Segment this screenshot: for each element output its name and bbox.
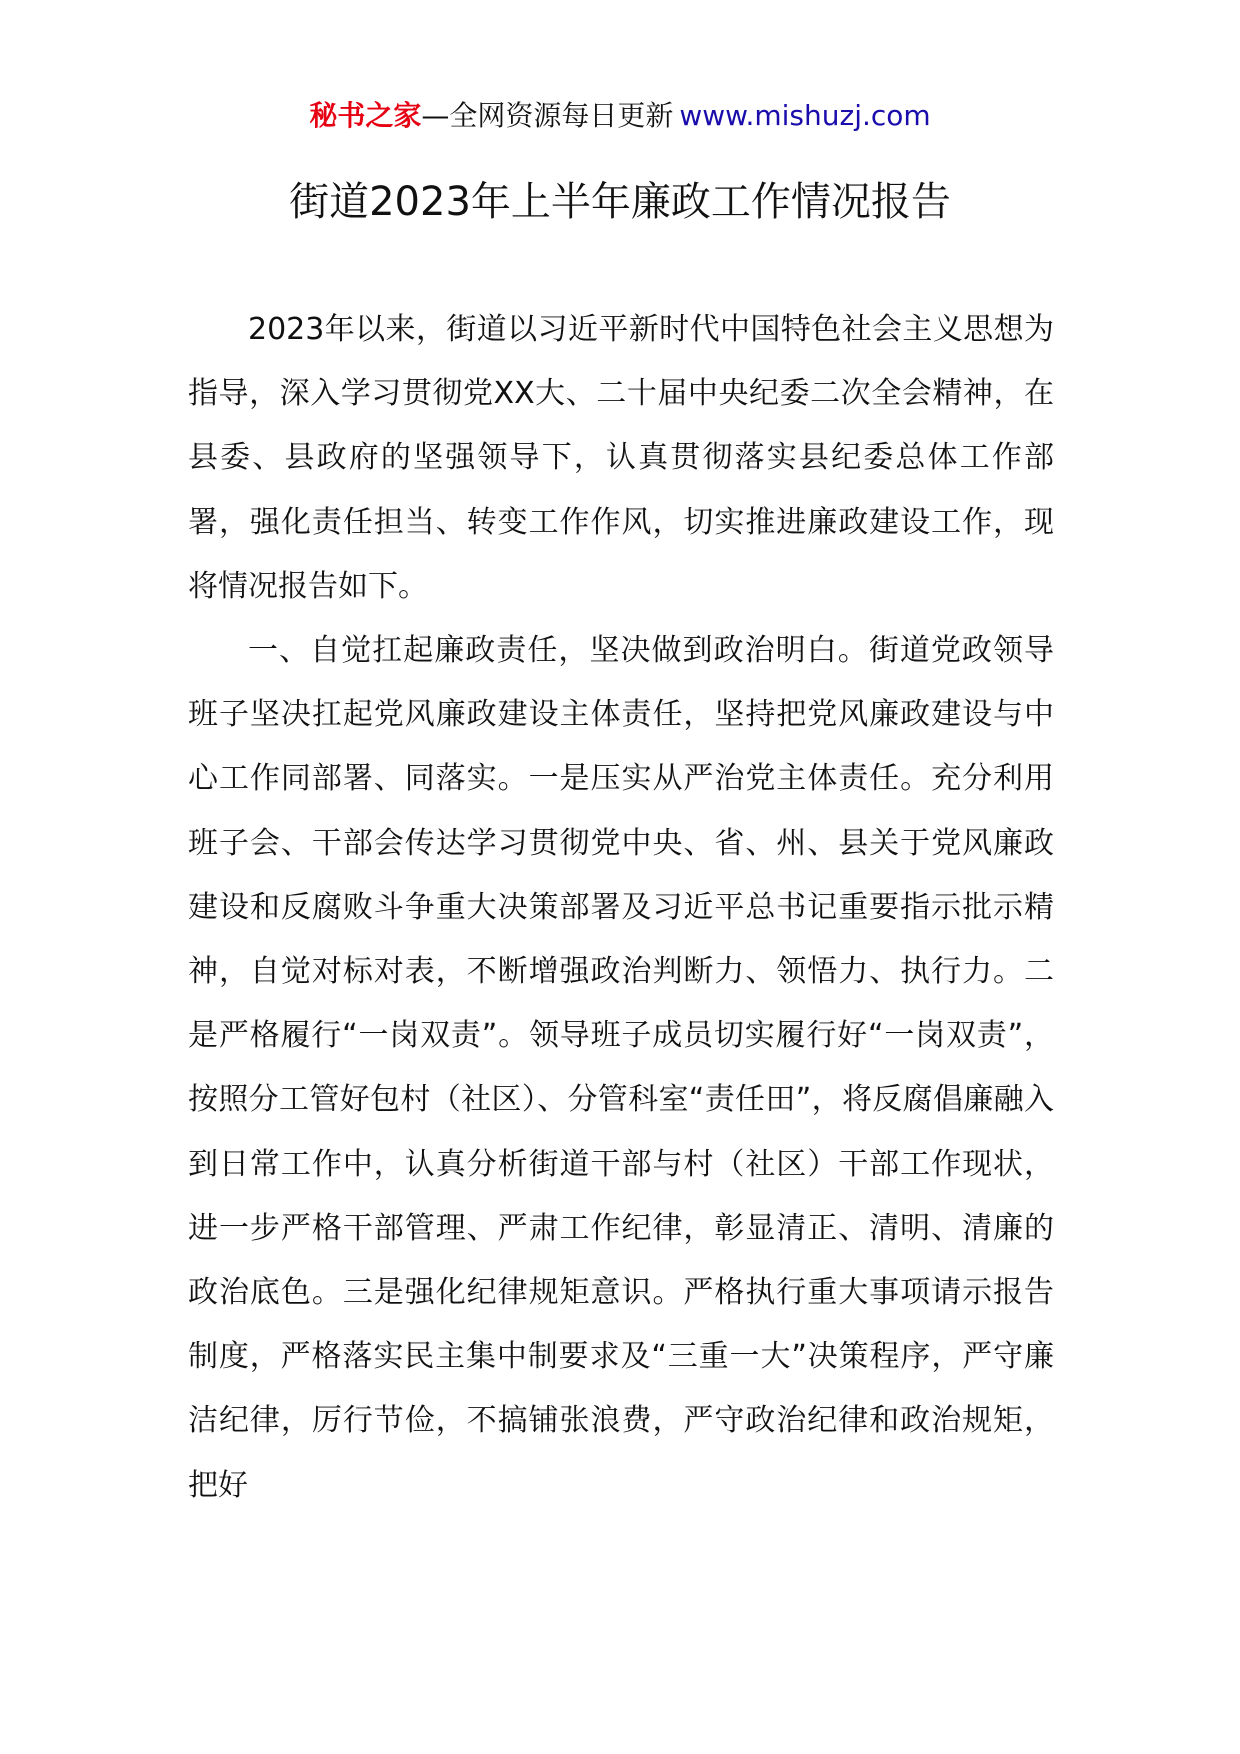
paragraph-text: 2023年以来，街道以习近平新时代中国特色社会主义思想为指导，深入学习贯彻党XX大、二十届中央纪委二次全会精神，在县委、县政府的坚强领导下，认真贯彻落实县纪委总体工作部署，强化责任担当、转变工作作风，切实推进廉政建设工作，现将情况报告如下。	[188, 312, 1054, 604]
document-title: 街道2023年上半年廉政工作情况报告	[289, 179, 951, 225]
site-brand: 秘书之家	[309, 99, 422, 132]
site-tagline: —全网资源每日更新	[421, 99, 674, 132]
site-header	[0, 96, 1240, 136]
section-heading: 一、自觉扛起廉政责任，坚决做到政治明白。	[248, 633, 869, 669]
paragraph-text: 街道党政领导班子坚决扛起党风廉政建设主体责任，坚持把党风廉政建设与中心工作同部署、同落实。一是压实从严治党主体责任。充分利用班子会、干部会传达学习贯彻党中央、省、州、县关于党风廉政建设和反腐败斗争重大决策部署及习近平总书记重要指示批示精神，自觉对标对表，不断增强政治判断力、领悟力、执行力。二是严格履行“一岗双责”。领导班子成员切实履行好“一岗双责”，按照分工管好包村（社区）、分管科室“责任田”，将反腐倡廉融入到日常工作中，认真分析街道干部与村（社区）干部工作现状，进一步严格干部管理、严肃工作纪律，彰显清正、清明、清廉的政治底色。三是强化纪律规矩意识。严格执行重大事项请示报告制度，严格落实民主集中制要求及“三重一大”决策程序，严守廉洁纪律，厉行节俭，不搞铺张浪费，严守政治纪律和政治规矩，把好	[188, 633, 1055, 1503]
paragraph-intro	[188, 298, 1054, 619]
paragraph-section-1	[188, 619, 1054, 1518]
document-body	[188, 298, 1054, 1518]
site-url-link[interactable]: www.mishuzj.com	[679, 99, 931, 132]
